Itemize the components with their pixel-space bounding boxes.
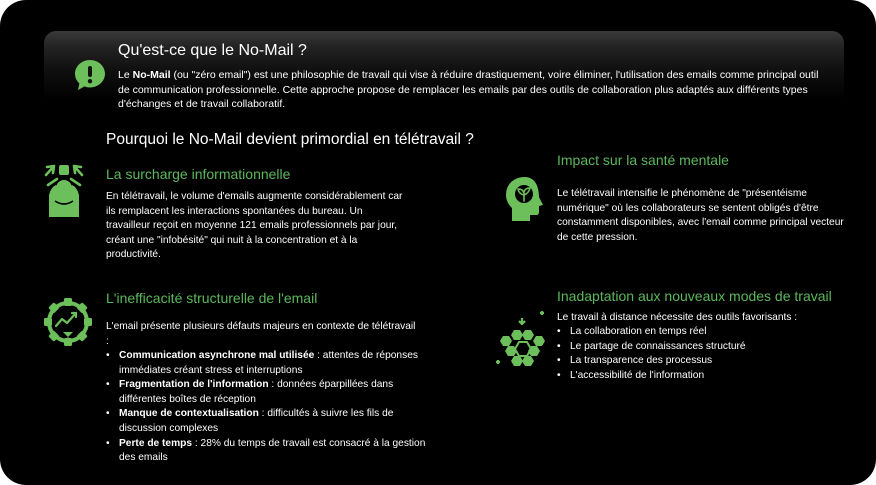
- adaptation-list: [557, 325, 847, 383]
- section-text-health: Le télétravail intensifie le phénomène de "présentéisme numérique" où les collaborateurs se sentent obligés d'être constamment disponibles, avec l'email comme principal vecteur de cette pression.: [557, 188, 844, 243]
- list-item: • La transparence des processus: [557, 354, 847, 369]
- overwhelmed-person-icon: [40, 161, 88, 223]
- head-growth-icon: [503, 175, 545, 223]
- section-title-overload: La surcharge informationnelle: [106, 166, 291, 182]
- section-intro-adaptation: Le travail à distance nécessite des outils favorisants :: [557, 312, 798, 323]
- list-item: • Perte de temps : 28% du temps de travail est consacré à la gestion des emails: [106, 437, 431, 466]
- list-item: • Fragmentation de l'information : données éparpillées dans différentes boîtes de réception: [106, 378, 431, 407]
- banner-term: No-Mail: [132, 69, 171, 81]
- banner-text-prefix: Le: [118, 69, 133, 81]
- banner-text: [118, 68, 833, 112]
- section-title-inefficiency: L'inefficacité structurelle de l'email: [106, 290, 318, 306]
- main-title: Pourquoi le No-Mail devient primordial en télétravail ?: [106, 131, 474, 148]
- list-item: • L'accessibilité de l'information: [557, 369, 847, 384]
- inefficiency-list: [106, 349, 431, 466]
- section-text-overload: En télétravail, le volume d'emails augmente considérablement car ils remplacent les interactions spontanées du bureau. Un travailleur reçoit en moyenne 121 emails professionnels par jour, créant une "infobésité" qui nuit à la concentration et à la productivité.: [106, 191, 403, 261]
- banner-title: Qu'est-ce que le No-Mail ?: [118, 42, 307, 59]
- section-title-health: Impact sur la santé mentale: [557, 152, 729, 168]
- hexagon-network-icon: [492, 310, 554, 372]
- banner-text-rest: (ou "zéro email") est une philosophie de travail qui vise à réduire drastiquement, voire éliminer, l'utilisation des emails comme principal outil de communication professionnelle. Cette approche propose de remplacer les emails par des outils de collaboration plus adaptés aux différents types d'échanges et de travail collaboratif.: [118, 69, 819, 110]
- section-title-adaptation: Inadaptation aux nouveaux modes de travail: [557, 288, 832, 304]
- exclamation-speech-bubble-icon: [72, 57, 108, 93]
- list-item: • Manque de contextualisation : difficultés à suivre les fils de discussion complexes: [106, 407, 431, 436]
- list-item: • Communication asynchrone mal utilisée : attentes de réponses immédiates créant stress et interruptions: [106, 349, 431, 378]
- list-item: • Le partage de connaissances structuré: [557, 340, 847, 355]
- list-item: • La collaboration en temps réel: [557, 325, 847, 340]
- gear-hourglass-icon: [42, 296, 94, 348]
- section-intro-inefficiency: L'email présente plusieurs défauts majeurs en contexte de télétravail :: [106, 321, 416, 347]
